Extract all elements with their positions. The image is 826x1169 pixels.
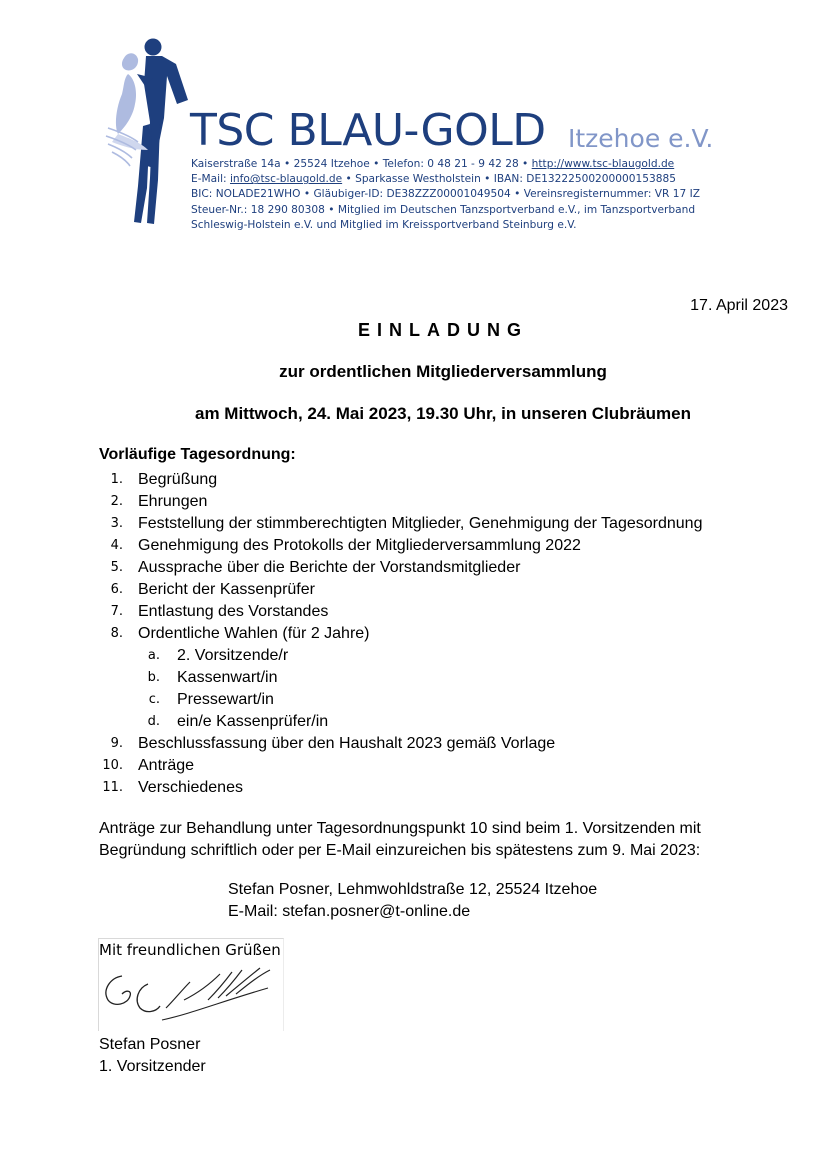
agenda-subitem bbox=[99, 689, 799, 711]
agenda-item-text: Aussprache über die Berichte der Vorstandsmitglieder bbox=[138, 559, 521, 576]
email-label: E-Mail: bbox=[191, 173, 230, 186]
contact-block bbox=[228, 879, 597, 923]
agenda-item-number: 2. bbox=[110, 494, 123, 509]
agenda-item bbox=[99, 491, 799, 513]
agenda-item bbox=[99, 733, 799, 755]
address-phone: Kaiserstraße 14a • 25524 Itzehoe • Telefon: 0 48 21 - 9 42 28 • bbox=[191, 158, 532, 170]
agenda-item-text: Beschlussfassung über den Haushalt 2023 gemäß Vorlage bbox=[138, 735, 556, 752]
agenda-item-text: Anträge bbox=[138, 757, 195, 774]
signer-name: Stefan Posner bbox=[99, 1036, 201, 1053]
agenda-item-number: 4. bbox=[110, 538, 123, 553]
paragraph-line: Begründung schriftlich oder per E-Mail einzureichen bis spätestens zum 9. Mai 2023: bbox=[99, 842, 701, 859]
paragraph-line: Anträge zur Behandlung unter Tagesordnungspunkt 10 sind beim 1. Vorsitzenden mit bbox=[99, 820, 701, 837]
agenda-item bbox=[99, 777, 799, 799]
agenda-item-text: Bericht der Kassenprüfer bbox=[138, 581, 315, 598]
website-link[interactable]: http://www.tsc-blaugold.de bbox=[531, 158, 675, 170]
agenda-subitem-text: Kassenwart/in bbox=[177, 669, 278, 686]
agenda-item-text: Ehrungen bbox=[138, 493, 208, 510]
email-link[interactable]: info@tsc-blaugold.de bbox=[229, 173, 343, 186]
submission-paragraph bbox=[99, 818, 799, 862]
org-info-line-2 bbox=[191, 172, 700, 187]
agenda-subitem-letter: d. bbox=[147, 714, 160, 729]
agenda-subitem bbox=[99, 667, 799, 689]
agenda-item-text: Genehmigung des Protokolls der Mitgliederversammlung 2022 bbox=[138, 537, 581, 554]
agenda-list bbox=[99, 469, 799, 799]
agenda-item bbox=[99, 469, 799, 491]
agenda-item-text: Ordentliche Wahlen (für 2 Jahre) bbox=[138, 625, 370, 642]
agenda-item bbox=[99, 623, 799, 645]
document-title: EINLADUNG bbox=[358, 320, 528, 340]
meeting-datetime: am Mittwoch, 24. Mai 2023, 19.30 Uhr, in unseren Clubräumen bbox=[195, 404, 691, 423]
agenda-item-number: 9. bbox=[110, 736, 123, 751]
agenda-item-number: 7. bbox=[110, 604, 123, 619]
agenda-item bbox=[99, 579, 799, 601]
agenda-item-number: 10. bbox=[102, 758, 123, 773]
agenda-heading: Vorläufige Tagesordnung: bbox=[99, 446, 296, 463]
contact-address: Stefan Posner, Lehmwohldstraße 12, 25524 Itzehoe bbox=[228, 881, 598, 898]
document-subtitle: zur ordentlichen Mitgliederversammlung bbox=[279, 362, 607, 381]
agenda-subitem bbox=[99, 711, 799, 733]
letter-date: 17. April 2023 bbox=[690, 297, 788, 314]
agenda-item-number: 8. bbox=[110, 626, 123, 641]
org-info-line-4: Steuer-Nr.: 18 290 80308 • Mitglied im Deutschen Tanzsportverband e.V., im Tanzsportverband bbox=[191, 203, 696, 216]
org-name: TSC BLAU-GOLD bbox=[190, 105, 546, 156]
bank-info: • Sparkasse Westholstein • IBAN: DE13222500200000153885 bbox=[342, 173, 676, 186]
agenda-subitem-letter: a. bbox=[147, 648, 160, 663]
agenda-subitem-text: Pressewart/in bbox=[177, 691, 274, 708]
agenda-item bbox=[99, 601, 799, 623]
agenda-item-number: 1. bbox=[110, 472, 123, 487]
org-info-line-3: BIC: NOLADE21WHO • Gläubiger-ID: DE38ZZZ00001049504 • Vereinsregisternummer: VR 17 IZ bbox=[191, 188, 701, 201]
agenda-item bbox=[99, 557, 799, 579]
org-info-line-5: Schleswig-Holstein e.V. und Mitglied im Kreissportverband Steinburg e.V. bbox=[191, 218, 577, 231]
agenda-item-number: 3. bbox=[110, 516, 123, 531]
org-info-line-1 bbox=[191, 157, 700, 172]
signer-block bbox=[99, 1034, 206, 1078]
agenda-subitem-text: ein/e Kassenprüfer/in bbox=[177, 713, 329, 730]
agenda-item-text: Verschiedenes bbox=[138, 779, 243, 796]
agenda-subitem-text: 2. Vorsitzende/r bbox=[177, 647, 289, 664]
signer-role: 1. Vorsitzender bbox=[99, 1058, 206, 1075]
agenda-subitem bbox=[99, 645, 799, 667]
agenda-item bbox=[99, 755, 799, 777]
dancers-logo bbox=[104, 38, 194, 228]
agenda-subitem-letter: c. bbox=[148, 692, 160, 707]
handwritten-signature bbox=[100, 960, 280, 1030]
org-contact-info bbox=[191, 157, 700, 233]
agenda-item-text: Begrüßung bbox=[138, 471, 218, 488]
agenda-item-number: 6. bbox=[110, 582, 123, 597]
agenda-subitem-letter: b. bbox=[147, 670, 160, 685]
closing-greeting: Mit freundlichen Grüßen bbox=[99, 941, 281, 959]
org-suffix: Itzehoe e.V. bbox=[568, 124, 714, 153]
agenda-item bbox=[99, 513, 799, 535]
agenda-item-number: 5. bbox=[110, 560, 123, 575]
contact-email: E-Mail: stefan.posner@t-online.de bbox=[228, 903, 471, 920]
agenda-item-text: Feststellung der stimmberechtigten Mitglieder, Genehmigung der Tagesordnung bbox=[138, 515, 703, 532]
agenda-item-number: 11. bbox=[102, 780, 123, 795]
agenda-item-text: Entlastung des Vorstandes bbox=[138, 603, 329, 620]
agenda-item bbox=[99, 535, 799, 557]
